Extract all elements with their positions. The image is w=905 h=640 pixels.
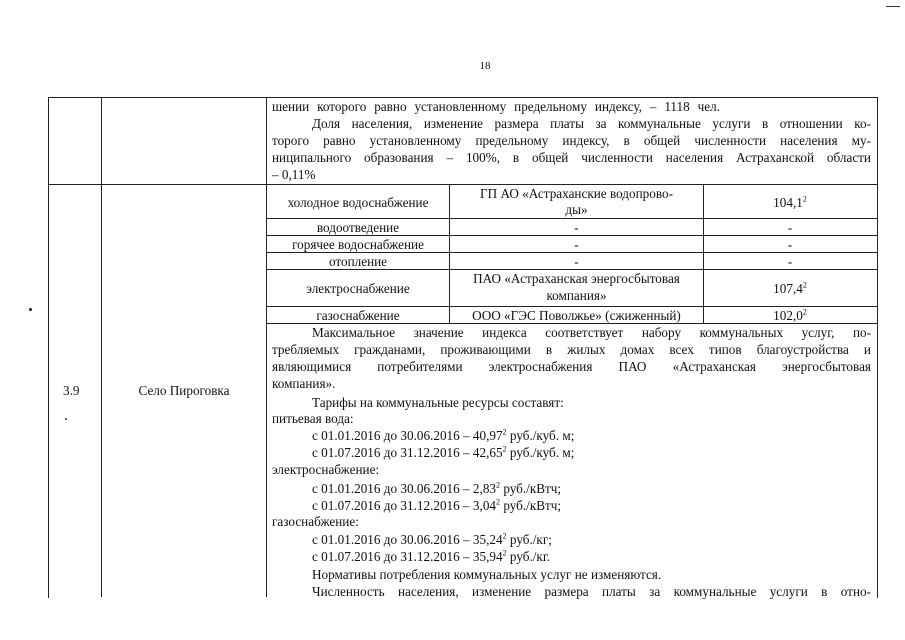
tariffs-intro: Тарифы на коммунальные ресурсы составят: (312, 395, 564, 410)
index-value: - (787, 220, 793, 235)
service-name: холодное водоснабжение (287, 195, 429, 210)
tariff-line: с 01.01.2016 до 30.06.2016 – 35,24$^2$ руб./кг; (312, 531, 552, 547)
scan-speck (29, 308, 32, 311)
tariff-line: с 01.01.2016 до 30.06.2016 – 40,97$^2$ руб./куб. м; (312, 427, 575, 443)
page-number: 18 (479, 60, 491, 72)
service-name: электроснабжение (306, 281, 410, 296)
index-value: 104,1$^2$ (773, 194, 807, 210)
table-col-divider (266, 97, 267, 597)
index-value: 107,4$^2$ (773, 280, 807, 296)
provider-name: ды» (565, 202, 588, 217)
text-line: ниципального образования – 100%, в общей численности населения Астраханской области (272, 150, 871, 165)
text-line: шении которого равно установленному предельному индексу, – 1118 чел. (272, 99, 720, 114)
service-name: горячее водоснабжение (292, 237, 424, 252)
tariff-line: с 01.01.2016 до 30.06.2016 – 2,83$^2$ руб./кВтч; (312, 480, 562, 496)
text-line: – 0,11% (272, 167, 316, 182)
tariff-group-label: питьевая вода: (272, 411, 354, 426)
provider-name: ПАО «Астраханская энергосбытовая (473, 271, 680, 286)
tariff-line: с 01.07.2016 до 31.12.2016 – 42,65$^2$ руб./куб. м; (312, 444, 575, 460)
text-line: Численность населения, изменение размера платы за коммунальные услуги в отно- (312, 584, 871, 599)
index-value: - (787, 237, 793, 252)
provider-name: - (574, 237, 579, 252)
settlement-name: Село Пироговка (138, 383, 230, 398)
index-value: - (787, 254, 793, 269)
tariff-line: с 01.07.2016 до 31.12.2016 – 35,94$^2$ руб./кг. (312, 548, 551, 564)
index-value: 102,0$^2$ (773, 307, 807, 323)
text-line: Максимальное значение индекса соответствует набору коммунальных услуг, по- (312, 325, 871, 340)
text-line: компания». (272, 376, 336, 391)
text-line: требляемых гражданами, проживающими в жилых домах всех типов благоустройства и (272, 342, 871, 357)
provider-name: ООО «ГЭС Поволжье» (сжиженный) (472, 308, 681, 323)
norms-statement: Нормативы потребления коммунальных услуг не изменяются. (312, 567, 662, 582)
text-line: Доля населения, изменение размера платы за коммунальные услуги в отношении ко- (312, 116, 871, 131)
service-name: водоотведение (316, 220, 400, 235)
service-name: отопление (328, 254, 388, 269)
row-number: 3.9 (63, 383, 80, 398)
tariff-group-label: электроснабжение: (272, 462, 380, 477)
scan-corner-mark (886, 6, 900, 7)
provider-name: - (574, 220, 579, 235)
text-line: торого равно установленному предельному индексу, в общей численности населения му- (272, 133, 871, 148)
provider-name: ГП АО «Астраханские водопрово- (480, 186, 673, 201)
tariff-line: с 01.07.2016 до 31.12.2016 – 3,04$^2$ руб./кВтч; (312, 497, 562, 513)
text-line: являющимися потребителями электроснабжения ПАО «Астраханская энергосбытовая (272, 359, 871, 374)
provider-name: компания» (546, 288, 607, 303)
provider-name: - (574, 254, 579, 269)
service-name: газоснабжение (316, 308, 400, 323)
tariff-group-label: газоснабжение: (272, 514, 359, 529)
table-col-divider (101, 97, 102, 597)
